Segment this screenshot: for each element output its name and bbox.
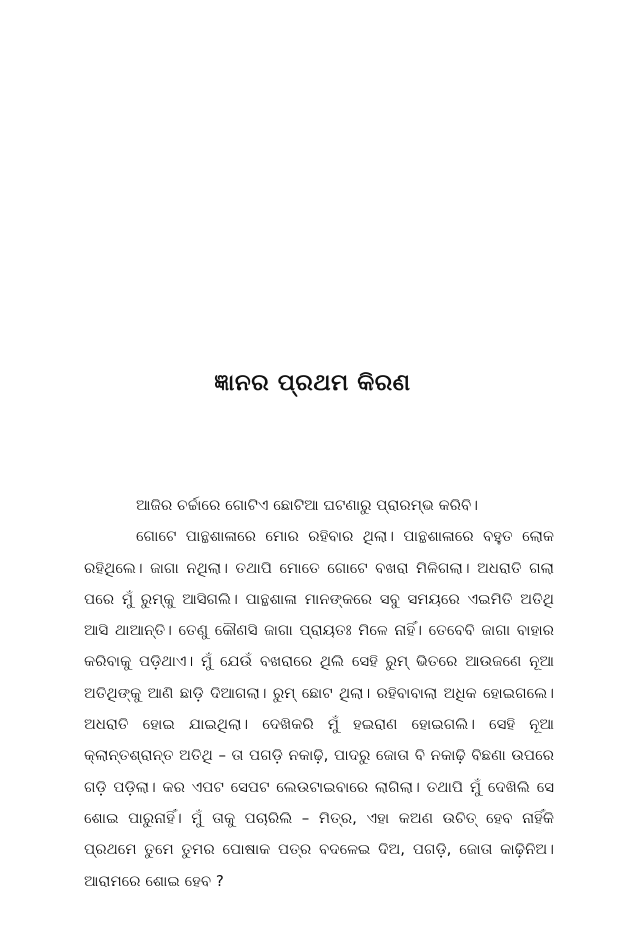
body-text: [84, 490, 554, 897]
paragraph-2: ଗୋଟେ ପାନ୍ଥଶାଳାରେ ମୋର ରହିବାର ଥିଲା। ପାନ୍ଥଶାଳାରେ ବହୁତ ଲୋକ ରହିଥିଲେ। ଜାଗା ନଥିଲା। ତଥାପି ମୋତେ ଗୋଟେ ବଖରା ମିଳିଗଲା। ଅଧରାତି ଗଲା ପରେ ମୁଁ ରୁମ୍‌କୁ ଆସିଗଲି। ପାନ୍ଥଶାଳା ମାନଙ୍କରେ ସବୁ ସମୟରେ ଏଇମିତି ଅତିଥି ଆସି ଥାଆନ୍ତି। ତେଣୁ କୌଣସି ଜାଗା ପ୍ରାୟତଃ ମିଳେ ନାହିଁ। ତେବେବି ଜାଗା ବାହାର କରିବାକୁ ପଡ଼ିଥାଏ। ମୁଁ ଯେଉଁ ବଖରାରେ ଥିଲି ସେହି ରୁମ୍ ଭିତରେ ଆଉଜଣେ ନୂଆ ଅତିଥିଙ୍କୁ ଆଣି ଛାଡ଼ି ଦିଆଗଲା। ରୁମ୍ ଛୋଟ ଥିଲା। ରହିବାବାଲା ଅଧିକ ହୋଇଗଲେ। ଅଧରାତି ହୋଇ ଯାଇଥିଲା। ଦେଖିକରି ମୁଁ ହଇରାଣ ହୋଇଗଲି। ସେହି ନୂଆ କ୍ଲାନ୍ତଶ୍ରାନ୍ତ ଅତିଥି – ତା ପଗଡ଼ି ନକାଢ଼ି, ପାଦରୁ ଜୋତା ବି ନକାଢ଼ି ବିଛଣା ଉପରେ ଗଡ଼ି ପଡ଼ିଲା। କର ଏପଟ ସେପଟ ଲେଉଟାଇବାରେ ଲାଗିଲା। ତଥାପି ମୁଁ ଦେଖିଲି ସେ ଶୋଇ ପାରୁନାହିଁ। ମୁଁ ତାକୁ ପଚାରିଲି – ମିତ୍ର, ଏହା କଅଣ ଉଚିତ୍ ହେବ ନାହିଁକି ପ୍ରଥମେ ତୁମେ ତୁମର ପୋଷାକ ପତ୍ର ବଦଳେଇ ଦିଅ, ପଗଡ଼ି, ଜୋତା କାଢ଼ିନିଅ। ଆରାମରେ ଶୋଇ ହେବ ?: [84, 527, 554, 890]
paragraph-1: ଆଜିର ଚର୍ଚ୍ଚାରେ ଗୋଟିଏ ଛୋଟିଆ ଘଟଣାରୁ ପ୍ରାରମ୍ଭ କରିବି।: [136, 496, 479, 514]
chapter-title: ଜ୍ଞାନର ପ୍ରଥମ କିରଣ: [214, 370, 411, 396]
